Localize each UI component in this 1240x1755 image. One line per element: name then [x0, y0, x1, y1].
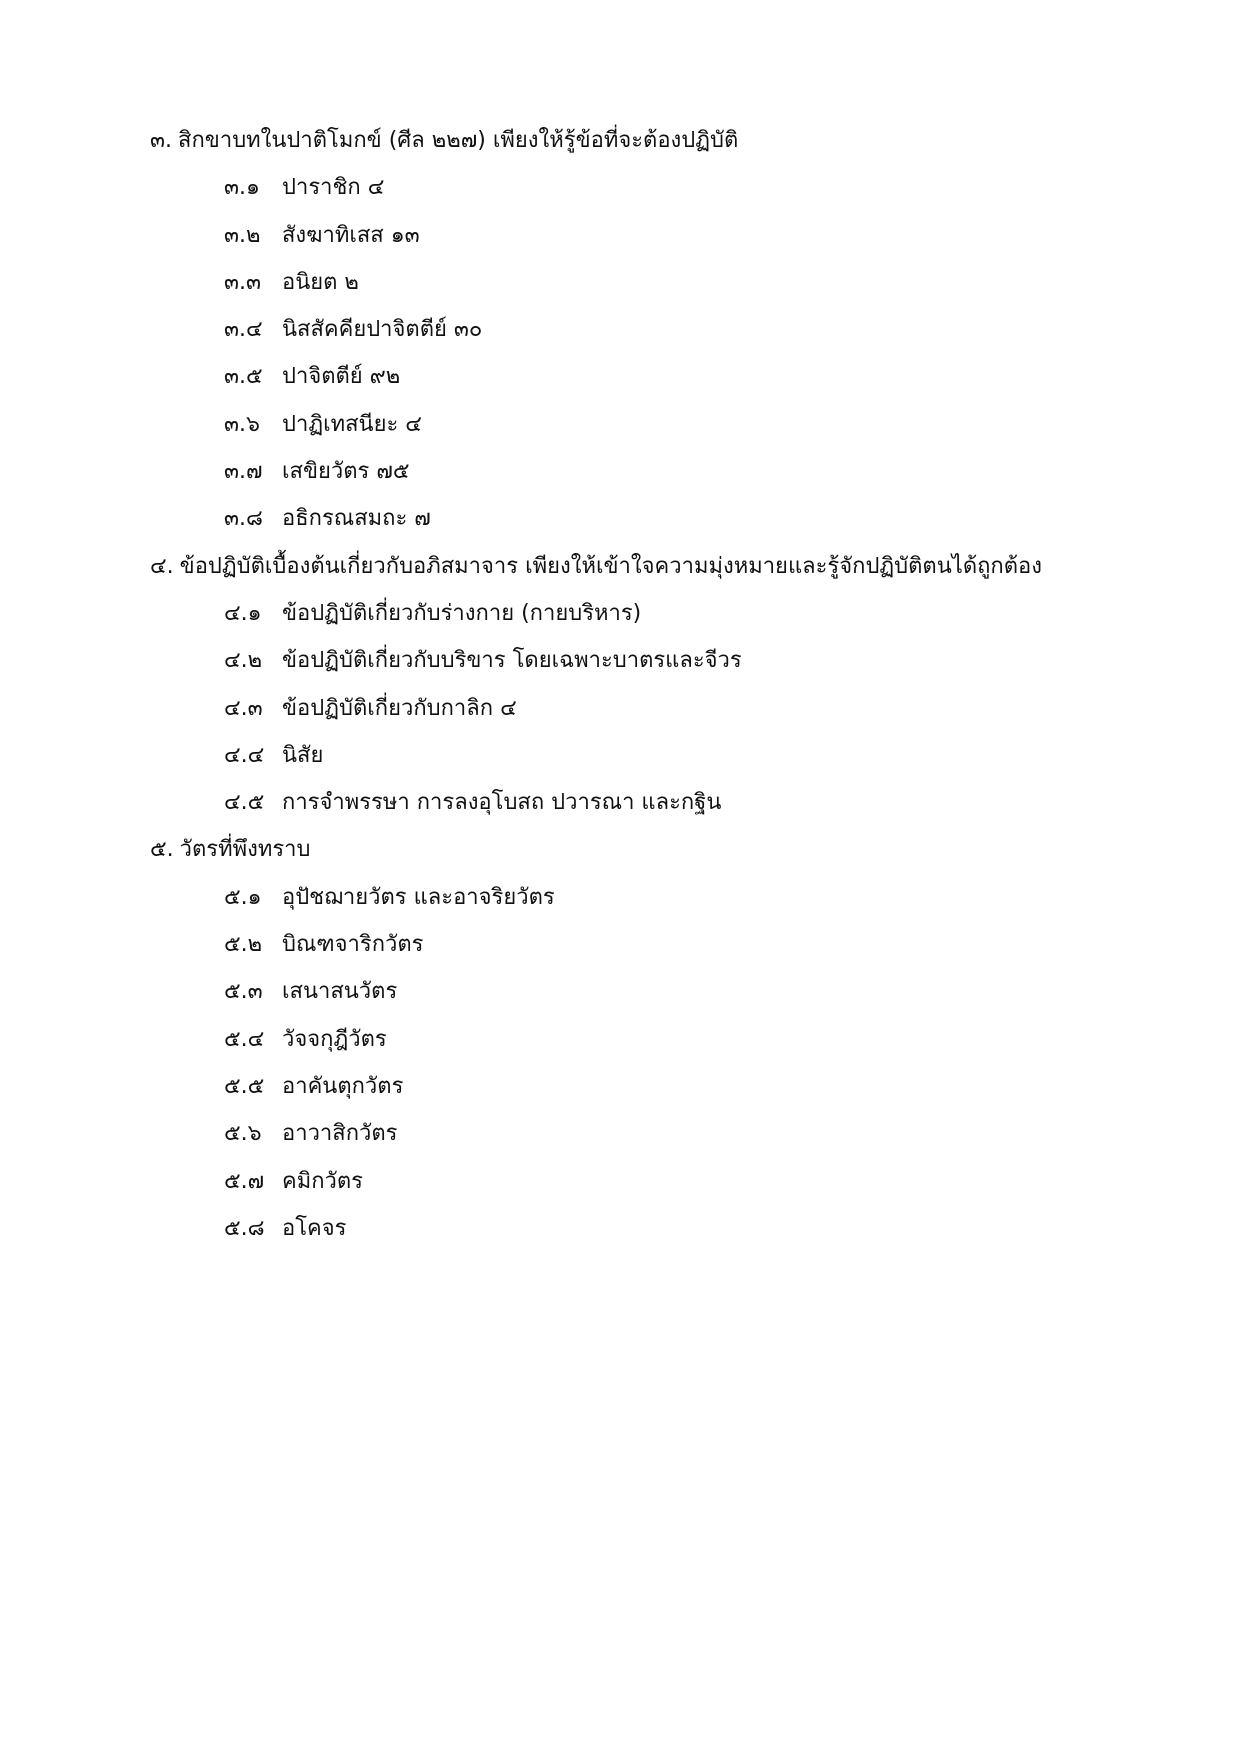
item-number: ๕.๘: [224, 1215, 265, 1241]
item-number: ๓.๗: [224, 459, 263, 485]
list-item: [150, 457, 1150, 504]
item-number: ๕.๒: [224, 932, 263, 958]
list-item: [150, 1167, 1150, 1214]
list-item: [150, 1025, 1150, 1072]
list-item: [150, 1214, 1150, 1261]
list-item: [150, 362, 1150, 409]
list-item: [150, 1119, 1150, 1166]
section-heading: [150, 126, 1150, 173]
list-item: [150, 504, 1150, 551]
item-text: สังฆาทิเสส ๑๓: [282, 222, 420, 248]
list-item: [150, 741, 1150, 788]
item-text: อนิยต ๒: [282, 269, 359, 295]
item-number: ๔.๕: [224, 790, 265, 816]
item-text: บิณฑจาริกวัตร: [282, 932, 424, 958]
list-item: [150, 646, 1150, 693]
item-number: ๔.๔: [224, 742, 265, 768]
list-item: [150, 410, 1150, 457]
list-item: [150, 788, 1150, 835]
section-title: ข้อปฏิบัติเบื้องต้นเกี่ยวกับอภิสมาจาร เพียงให้เข้าใจความมุ่งหมายและรู้จักปฏิบัติตนได้ถูกต้อง: [179, 553, 1042, 579]
list-item: [150, 930, 1150, 977]
item-text: เสนาสนวัตร: [282, 979, 398, 1005]
item-number: ๓.๔: [224, 317, 263, 343]
item-text: นิสัย: [282, 742, 324, 768]
item-number: ๓.๑: [224, 175, 260, 201]
item-text: ปาฏิเทสนียะ ๔: [282, 411, 422, 437]
section-3: [150, 126, 1150, 552]
section-heading: [150, 552, 1150, 599]
list-item: [150, 221, 1150, 268]
item-text: อธิกรณสมถะ ๗: [282, 506, 431, 532]
item-text: ปาราชิก ๔: [282, 175, 385, 201]
item-number: ๓.๕: [224, 364, 263, 390]
item-number: ๓.๒: [224, 222, 261, 248]
list-item: [150, 883, 1150, 930]
item-number: ๕.๔: [224, 1026, 265, 1052]
item-text: ข้อปฏิบัติเกี่ยวกับบริขาร โดยเฉพาะบาตรและจีวร: [282, 648, 742, 674]
section-4: [150, 552, 1150, 836]
item-number: ๓.๓: [224, 269, 262, 295]
list-item: [150, 694, 1150, 741]
section-5: [150, 835, 1150, 1261]
item-text: อาวาสิกวัตร: [282, 1121, 398, 1147]
item-number: ๓.๖: [224, 411, 260, 437]
list-item: [150, 315, 1150, 362]
item-text: อโคจร: [282, 1215, 347, 1241]
item-text: วัจจกุฎีวัตร: [282, 1026, 387, 1052]
section-number: ๓.: [150, 128, 173, 153]
item-number: ๕.๖: [224, 1121, 262, 1147]
item-text: ข้อปฏิบัติเกี่ยวกับร่างกาย (กายบริหาร): [282, 600, 642, 626]
item-number: ๕.๕: [224, 1073, 265, 1099]
item-number: ๕.๓: [224, 979, 263, 1005]
item-text: เสขิยวัตร ๗๕: [282, 459, 410, 485]
section-title: สิกขาบทในปาติโมกข์ (ศีล ๒๒๗) เพียงให้รู้ข้อที่จะต้องปฏิบัติ: [178, 128, 739, 153]
section-number: ๕.: [150, 837, 174, 863]
list-item: [150, 1072, 1150, 1119]
item-text: นิสสัคคียปาจิตตีย์ ๓๐: [282, 317, 483, 343]
item-text: ปาจิตตีย์ ๙๒: [282, 364, 401, 390]
item-number: ๕.๗: [224, 1168, 265, 1194]
document-body: [150, 126, 1150, 1261]
section-number: ๔.: [150, 553, 174, 579]
item-text: ข้อปฏิบัติเกี่ยวกับกาลิก ๔: [282, 695, 517, 721]
item-number: ๓.๘: [224, 506, 264, 532]
item-text: การจำพรรษา การลงอุโบสถ ปวารณา และกฐิน: [282, 790, 722, 816]
item-text: อาคันตุกวัตร: [282, 1073, 404, 1099]
item-number: ๔.๓: [224, 695, 263, 721]
item-text: อุปัชฌายวัตร และอาจริยวัตร: [282, 884, 555, 910]
list-item: [150, 268, 1150, 315]
list-item: [150, 173, 1150, 220]
section-title: วัตรที่พึงทราบ: [179, 837, 311, 863]
list-item: [150, 977, 1150, 1024]
section-heading: [150, 835, 1150, 882]
item-text: คมิกวัตร: [282, 1168, 363, 1194]
item-number: ๔.๑: [224, 600, 262, 626]
list-item: [150, 599, 1150, 646]
item-number: ๔.๒: [224, 648, 263, 674]
item-number: ๕.๑: [224, 884, 262, 910]
